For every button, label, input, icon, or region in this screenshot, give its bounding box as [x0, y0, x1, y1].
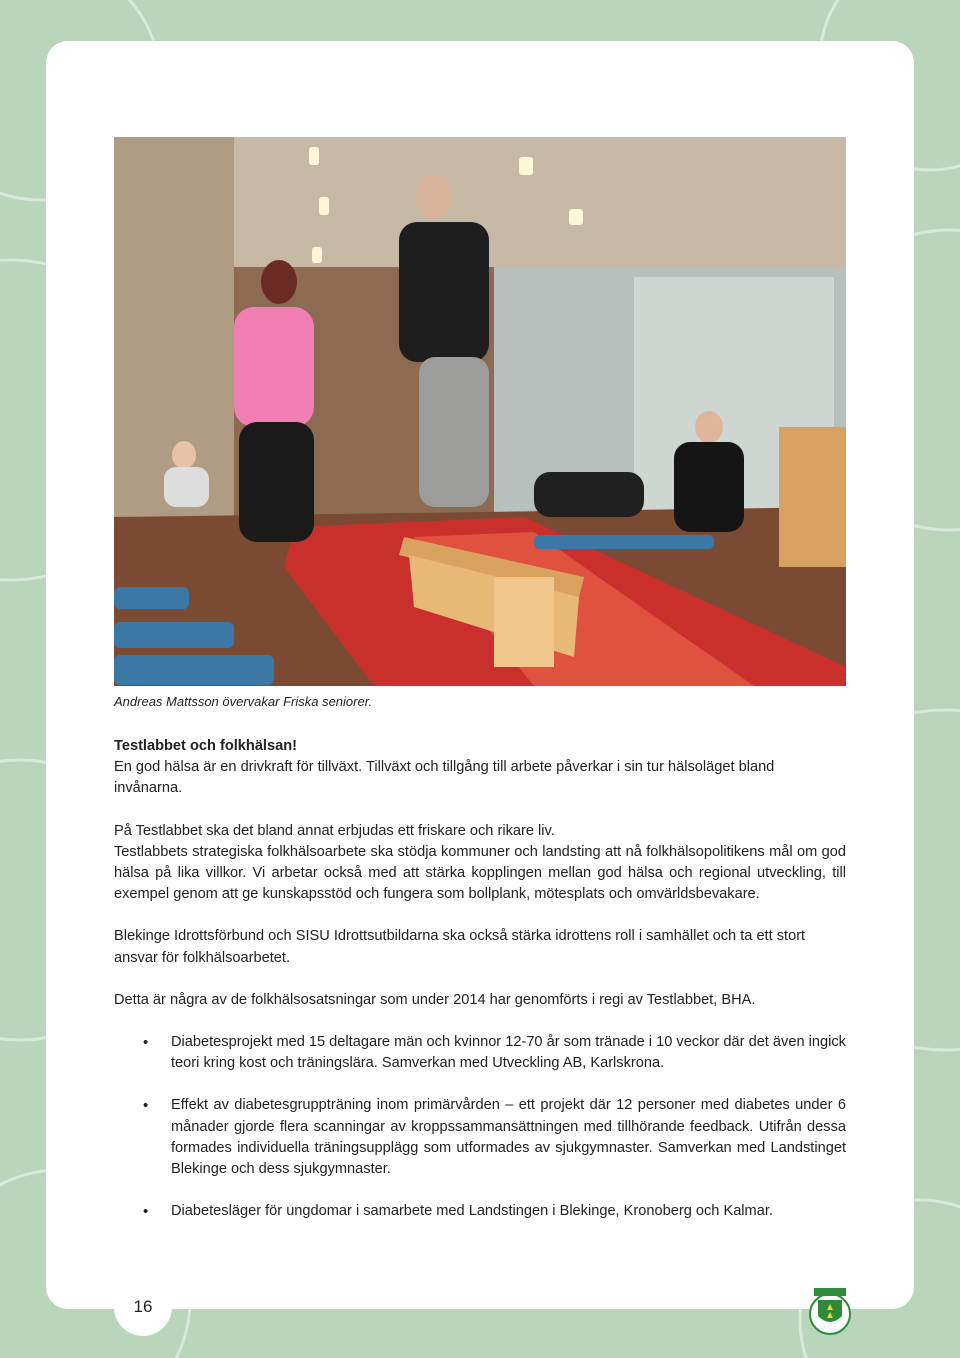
article-body — [114, 736, 846, 1243]
page-number: 16 — [114, 1278, 172, 1336]
list-item: • Diabetesprojekt med 15 deltagare män och kvinnor 12-70 år som tränade i 10 veckor där det även ingick teori kring kost och träningslära. Samverkan med Utveckling AB, Karlskrona. — [114, 1032, 846, 1074]
gym-photo — [114, 137, 846, 686]
paragraph-idrott: Blekinge Idrottsförbund och SISU Idrottsutbildarna ska också stärka idrottens roll i samhället och ta ett stort ansvar för folkhälsoarbetet. — [114, 928, 806, 966]
paragraph-initiatives: Detta är några av de folkhälsosatsningar som under 2014 har genomförts i regi av Testlabbet, BHA. — [114, 991, 756, 1008]
initiatives-list — [114, 1032, 846, 1222]
paragraph-offer: På Testlabbet ska det bland annat erbjudas ett friskare och rikare liv. — [114, 822, 555, 839]
blekinge-idrottsforbund-logo — [804, 1284, 856, 1336]
list-item: • Diabetesläger för ungdomar i samarbete med Landstingen i Blekinge, Kronoberg och Kalmar. — [114, 1201, 846, 1222]
photo-caption: Andreas Mattsson övervakar Friska seniorer. — [114, 694, 373, 709]
paragraph-intro: En god hälsa är en drivkraft för tillväxt. Tillväxt och tillgång till arbete påverkar i sin tur hälsoläget bland invånarna. — [114, 759, 775, 797]
list-item: • Effekt av diabetesgruppträning inom primärvården – ett projekt där 12 personer med diabetes under 6 månader gjorde flera scanningar av kroppssammansättningen med tillhörande feedback. Utifrån dessa formades individuella träningsupplägg som utformades av sjukgymnaster. Samverkan med Landstinget Blekinge och dess sjukgymnaster. — [114, 1095, 846, 1180]
paragraph-strategy: Testlabbets strategiska folkhälsoarbete ska stödja kommuner och landsting att nå folkhälsopolitikens mål om god hälsa på lika villkor. Vi arbetar också med att stärka kopplingen mellan god hälsa och regional utveckling, till exempel genom att ge kunskapsstöd och fungera som bollplank, mötesplats och omvärldsbevakare. — [114, 843, 846, 903]
section-heading: Testlabbet och folkhälsan! — [114, 738, 297, 754]
